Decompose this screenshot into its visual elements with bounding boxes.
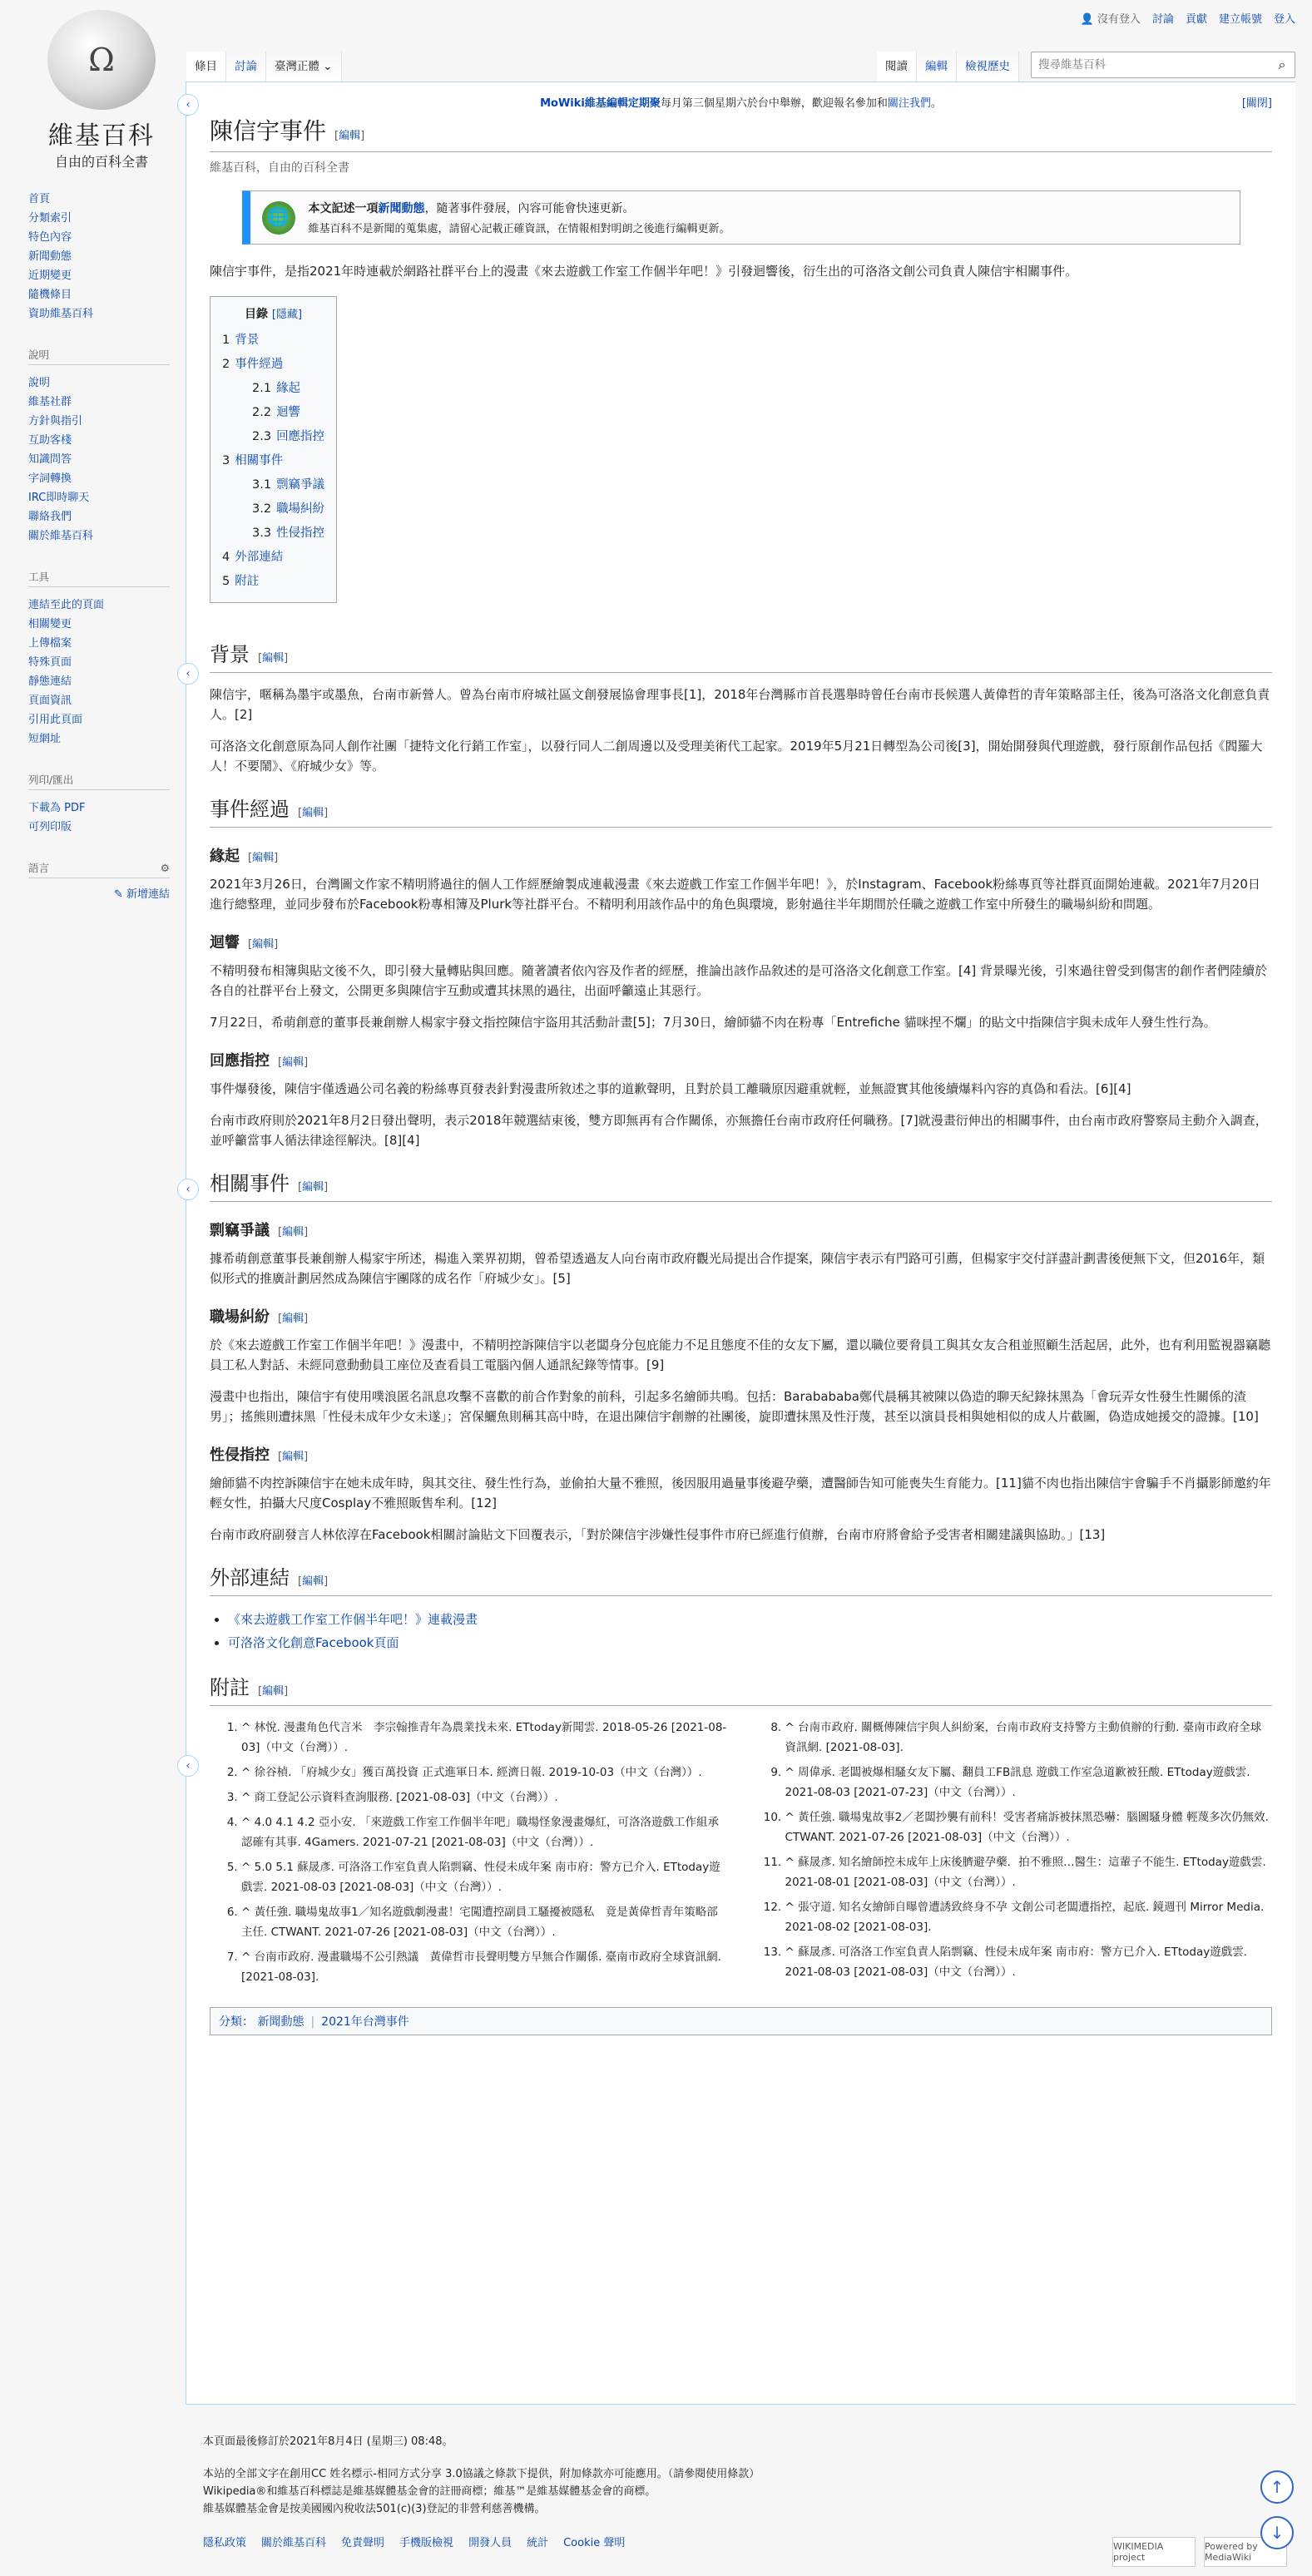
sidebar-item-upload[interactable]: 上傳檔案 xyxy=(28,637,72,650)
login-link[interactable]: 登入 xyxy=(1273,13,1295,26)
reference-item: 5. ^ 5.0 5.1 蘇晟彥. 可洛洛工作室負責人陷剽竊、性侵未成年案 南市府：警方已介入. ETtoday遊戲雲. 2021-08-03 [2021-08-03]（中文（台灣））. xyxy=(241,1857,729,1897)
footer-badges xyxy=(1112,2537,1287,2567)
footer-link-mobile[interactable]: 手機版檢視 xyxy=(399,2537,454,2549)
sidebar-heading-help: 說明 xyxy=(28,347,170,365)
reference-item: 10. ^ 黃任強. 職場鬼故事2／老闆抄襲有前科！受害者痛訴被抹黑恐嚇：腦圖騷身體 輕蔑多次仍無效. CTWANT. 2021-07-26 [2021-08-03]（中文（台灣））. xyxy=(785,1807,1273,1847)
sidebar-item-pdf[interactable]: 下載為 PDF xyxy=(28,802,86,814)
paragraph: 2021年3月26日，台灣圖文作家不精明將過往的個人工作經歷繪製成連載漫畫《來去遊戲工作室工作個半年吧！》，於Instagram、Facebook粉絲專頁等社群頁面開始連載。2021年7月20日進行總整理，並同步發布於Facebook粉專相簿及Plurk等社群平台。不精明利用該作品中的角色與環境，影射過往半年期間於任職之遊戲工作室中所發生的職場糾紛和問題。 xyxy=(210,877,1260,912)
personal-tools xyxy=(1081,10,1295,26)
scroll-up-icon[interactable]: ↑ xyxy=(1260,2470,1294,2504)
reference-item: 7. ^ 台南市政府. 漫畫職場不公引熱議 黃偉哲市長聲明雙方早無合作關係. 臺南市政府全球資訊網. [2021-08-03]. xyxy=(241,1947,729,1987)
footer-nonprofit: 維基媒體基金會是按美國國內稅收法501(c)(3)登記的非營利慈善機構。 xyxy=(203,2503,546,2515)
reference-item: 13. ^ 蘇晟彥. 可洛洛工作室負責人陷剽竊、性侵未成年案 南市府：警方已介入. ETtoday遊戲雲. 2021-08-03 [2021-08-03]（中文（台灣））. xyxy=(785,1942,1273,1982)
paragraph: 據希萌創意董事長兼創辦人楊家宇所述，楊進入業界初期，曾希望透過友人向台南市政府觀光局提出合作提案，陳信宇表示有門路可引薦，但楊家宇交付詳盡計劃書後便無下文，但2016年，類似形式的推廣計劃居然成為陳信宇團隊的成名作「府城少女」。[5] xyxy=(210,1251,1265,1286)
footer-link-disclaimer[interactable]: 免責聲明 xyxy=(341,2537,385,2549)
footer-link-developers[interactable]: 開發人員 xyxy=(468,2537,512,2549)
sidebar-item-categories[interactable]: 分類索引 xyxy=(28,212,72,225)
talk-link[interactable]: 討論 xyxy=(1151,13,1174,26)
sidebar-item-whatlinkshere[interactable]: 連結至此的頁面 xyxy=(28,599,105,611)
search-icon[interactable]: ⌕ xyxy=(1278,57,1286,72)
section-edit-link[interactable]: [ 編輯 ] xyxy=(298,1575,328,1588)
sidebar-item-irc[interactable]: IRC即時聊天 xyxy=(28,492,90,504)
subsection-heading-workplace: 職場糾紛[ 編輯 ] xyxy=(210,1305,1272,1327)
tab-article[interactable]: 條目 xyxy=(186,52,226,82)
contributions-link[interactable]: 貢獻 xyxy=(1185,13,1207,26)
section-heading-background: 背景[ 編輯 ] xyxy=(210,638,1272,673)
toc-title: 目錄 xyxy=(245,308,269,321)
paragraph: 台南市政府則於2021年8月2日發出聲明，表示2018年競選結束後，雙方即無再有合作關係，亦無擔任台南市政府任何職務。[7]就漫畫衍伸出的相關事件，由台南市政府警察局主動介入調查，並呼籲當事人循法律途徑解決。[8][4] xyxy=(210,1113,1268,1148)
sidebar xyxy=(28,190,170,927)
sidebar-item-random[interactable]: 隨機條目 xyxy=(28,289,72,301)
sidebar-item-cite[interactable]: 引用此頁面 xyxy=(28,714,83,726)
lead-paragraph: 陳信宇事件，是指2021年時連載於網路社群平台上的漫畫《來去遊戲工作室工作個半年吧！》引發迴響後，衍生出的可洛洛文創公司負責人陳信宇相關事件。 xyxy=(210,264,1078,279)
tab-history[interactable]: 檢視歷史 xyxy=(957,52,1019,82)
sidebar-collapse-icon[interactable]: ‹ xyxy=(177,1179,199,1200)
toc-item[interactable]: 4 外部連結 xyxy=(222,551,284,564)
paragraph: 於《來去遊戲工作室工作個半年吧！》漫畫中，不精明控訴陳信宇以老闆身分包庇能力不足且態度不佳的女友下屬，還以職位要脅員工與其女友合租並照顧生活起居，此外，也有利用監視器竊聽員工私人對話、未經同意動動員工座位及查看員工電腦內個人通訊紀錄等情事。[9] xyxy=(210,1337,1271,1372)
section-edit-link[interactable]: [ 編輯 ] xyxy=(298,807,328,819)
footer-links xyxy=(203,2534,1268,2552)
wikimedia-badge[interactable]: WIKIMEDIA project xyxy=(1112,2537,1196,2567)
notice-bold-link[interactable]: MoWiki維基編輯定期聚 xyxy=(540,97,661,110)
sidebar-item-permalink[interactable]: 靜態連結 xyxy=(28,675,72,688)
news-globe-icon: 🌐 xyxy=(262,201,295,235)
sidebar-item-policy[interactable]: 方針與指引 xyxy=(28,415,83,428)
paragraph: 台南市政府副發言人林依淳在Facebook相關討論貼文下回覆表示，「對於陳信宇涉嫌性侵事件市府已經進行偵辦，台南市府將會給予受害者相關建議與協助。」[13] xyxy=(210,1527,1106,1542)
sidebar-collapse-icon[interactable]: ‹ xyxy=(177,94,199,116)
gear-icon[interactable]: ⚙ xyxy=(160,861,170,874)
footer-link-stats[interactable]: 統計 xyxy=(527,2537,549,2549)
section-edit-link[interactable]: [ 編輯 ] xyxy=(298,1181,328,1194)
pencil-icon: ✎ xyxy=(113,888,123,901)
not-logged-in: 👤 沒有登入 xyxy=(1080,13,1141,26)
ambox-news-link[interactable]: 新聞動態 xyxy=(378,202,425,215)
reference-item: 12. ^ 張守道. 知名女繪師自曝曾遭誘致終身不孕 文創公司老闆遭指控，起底. 鏡週刊 Mirror Media. 2021-08-02 [2021-08-03]. xyxy=(785,1897,1273,1937)
sidebar-print xyxy=(28,772,170,837)
reference-item: 8. ^ 台南市政府. 關概傳陳信宇與人糾紛案，台南市政府支持警方主動偵辦的行動. 臺南市政府全球資訊網. [2021-08-03]. xyxy=(785,1718,1273,1758)
sidebar-tools xyxy=(28,569,170,749)
footer-link-privacy[interactable]: 隱私政策 xyxy=(203,2537,247,2549)
search-input[interactable] xyxy=(1032,52,1270,77)
sidebar-item-printable[interactable]: 可列印版 xyxy=(28,821,72,833)
section-edit-link[interactable]: [ 編輯 ] xyxy=(278,1451,308,1463)
section-edit-link[interactable]: [ 編輯 ] xyxy=(278,1056,308,1069)
sidebar-languages xyxy=(28,860,170,903)
section-edit-link[interactable]: [ 編輯 ] xyxy=(278,1226,308,1239)
reference-item: 2. ^ 徐谷楨. 「府城少女」獲百萬投資 正式進軍日本. 經濟日報. 2019-10-03（中文（台灣））. xyxy=(241,1763,729,1782)
view-tabs xyxy=(877,48,1295,82)
category-link[interactable]: 2021年台灣事件 xyxy=(321,2015,409,2029)
chevron-down-icon: ⌄ xyxy=(323,60,333,73)
notice-close-button[interactable]: [關閉] xyxy=(1241,97,1272,110)
subsection-heading-response: 迴響[ 編輯 ] xyxy=(210,931,1272,952)
reference-item: 6. ^ 黃任強. 職場鬼故事1／知名遊戲劇漫畫！宅闖遭控副員工騷擾被隱私 竟是黃偉哲青年策略部主任. CTWANT. 2021-07-26 [2021-08-03]（中文（台灣））. xyxy=(241,1902,729,1942)
footer-link-about[interactable]: 關於維基百科 xyxy=(261,2537,327,2549)
sidebar-collapse-icon[interactable]: ‹ xyxy=(177,663,199,685)
site-notice: MoWiki維基編輯定期聚每月第三個星期六於台中舉辦，歡迎報名參加和關注我們。 [關閉] xyxy=(210,94,1272,110)
toc-item[interactable]: 2 事件經過 xyxy=(222,358,284,371)
footer-link-cookie[interactable]: Cookie 聲明 xyxy=(563,2537,626,2549)
section-edit-link[interactable]: [ 編輯 ] xyxy=(258,652,288,665)
current-event-notice: 🌐 本文記述一項新聞動態，隨著事件發展，內容可能會快速更新。 維基百科不是新聞的蒐集處，請留心記載正確資訊，在情報相對明朗之後進行編輯更新。 xyxy=(242,190,1240,245)
tab-read[interactable]: 閱讀 xyxy=(877,52,917,82)
reference-item: 3. ^ 商工登記公示資料查詢服務. [2021-08-03]（中文（台灣））. xyxy=(241,1787,729,1807)
main-content xyxy=(186,82,1295,2405)
section-edit-link[interactable]: [ 編輯 ] xyxy=(278,1313,308,1325)
toc-item[interactable]: 3.3 性侵指控 xyxy=(252,527,325,540)
sidebar-heading-languages: 語言 xyxy=(28,862,50,874)
toc-item[interactable]: 2.1 緣起 xyxy=(252,382,301,395)
sidebar-item-help[interactable]: 說明 xyxy=(28,377,51,389)
create-account-link[interactable]: 建立帳號 xyxy=(1218,13,1262,26)
logo-subtitle: 自由的百科全書 xyxy=(54,154,148,170)
sidebar-item-qa[interactable]: 知識問答 xyxy=(28,453,72,466)
paragraph: 漫畫中也指出，陳信宇有使用噗浪匿名訊息攻擊不喜歡的前合作對象的前科，引起多名繪師共鳴。包括：Barabababa鄭代晨稱其被陳以偽造的聊天紀錄抹黑為「會玩弄女性發生性關係的渣男」；搖熊則遭抹黑「性侵未成年少女未遂」；宮保鱺魚則稱其高中時，在退出陳信宇創辦的社團後，旋即遭抹黑及性汙蔑，甚至以演員長相與她相似的成人片截圖，偽造成她援交的證據。[10] xyxy=(210,1389,1259,1424)
subsection-heading-plagiarism: 剽竊爭議[ 編輯 ] xyxy=(210,1219,1272,1240)
toc-item[interactable]: 2.3 回應指控 xyxy=(252,430,325,443)
paragraph: 陳信宇，暱稱為墨宇或墨魚，台南市新營人。曾為台南市府城社區文創發展協會理事長[1]，2018年台灣縣市首長選舉時曾任台南市長候選人黃偉哲的青年策略部主任，後為可洛洛文化創意負責人。[2] xyxy=(210,687,1270,722)
tagline: 維基百科，自由的百科全書 xyxy=(210,161,349,175)
category-link[interactable]: 新聞動態 xyxy=(257,2015,304,2029)
sidebar-help xyxy=(28,347,170,546)
notice-follow-link[interactable]: 關注我們 xyxy=(887,97,931,110)
sidebar-item-news[interactable]: 新聞動態 xyxy=(28,250,72,263)
namespace-tabs xyxy=(186,52,342,82)
external-links xyxy=(210,1608,1272,1654)
external-link[interactable]: 《來去遊戲工作室工作個半年吧！》連載漫畫 xyxy=(228,1612,478,1627)
sidebar-item-main[interactable]: 首頁 xyxy=(28,193,51,205)
reference-item: 11. ^ 蘇晟彥. 知名繪師控未成年上床後臍避孕藥．拍不雅照…醫生：這輩子不能生. ETtoday遊戲雲. 2021-08-01 [2021-08-03]（中文（台灣））. xyxy=(785,1852,1273,1892)
mediawiki-badge[interactable]: Powered by MediaWiki xyxy=(1204,2537,1287,2567)
tab-talk[interactable]: 討論 xyxy=(226,52,266,82)
section-heading-related: 相關事件[ 編輯 ] xyxy=(210,1167,1272,1202)
toc-item[interactable]: 3.1 剽竊爭議 xyxy=(252,478,325,492)
footer xyxy=(203,2433,1268,2552)
tab-edit[interactable]: 編輯 xyxy=(917,52,957,82)
section-edit-link[interactable]: [ 編輯 ] xyxy=(248,852,278,864)
tab-variant[interactable]: 臺灣正體 ⌄ xyxy=(266,52,342,82)
toc-hide-toggle[interactable]: [隱藏] xyxy=(271,309,303,321)
add-links-link[interactable]: ✎ 新增連結 xyxy=(113,888,170,901)
section-heading-notes: 附註[ 編輯 ] xyxy=(210,1671,1272,1706)
external-link[interactable]: 可洛洛文化創意Facebook頁面 xyxy=(228,1635,399,1650)
sidebar-item-page-info[interactable]: 頁面資訊 xyxy=(28,695,72,707)
category-links: 分類： 新聞動態 | 2021年台灣事件 xyxy=(210,2007,1272,2035)
sidebar-item-conversion[interactable]: 字詞轉換 xyxy=(28,472,72,485)
toc-item[interactable]: 2.2 迴響 xyxy=(252,406,301,419)
section-edit-link[interactable]: [ 編輯 ] xyxy=(258,1685,288,1698)
sidebar-item-recent-changes[interactable]: 近期變更 xyxy=(28,269,72,282)
toc-item[interactable]: 5 附註 xyxy=(222,575,260,588)
page-title: 陳信宇事件[ 編輯 ] xyxy=(210,113,1272,152)
table-of-contents xyxy=(210,296,337,603)
reference-item: 1. ^ 林悅. 漫畫角色代言米 李宗翰推青年為農業找未來. ETtoday新聞雲. 2018-05-26 [2021-08-03]（中文（台灣））. xyxy=(241,1718,729,1758)
sidebar-item-related-changes[interactable]: 相關變更 xyxy=(28,618,72,630)
search-box xyxy=(1031,52,1295,78)
sidebar-heading-tools: 工具 xyxy=(28,569,170,587)
section-heading-external: 外部連結[ 編輯 ] xyxy=(210,1561,1272,1596)
paragraph: 不精明發布相簿與貼文後不久，即引發大量轉貼與回應。隨著讀者依內容及作者的經歷，推論出該作品敘述的是可洛洛文化創意工作室。[4] 背景曝光後，引來過往曾受到傷害的創作者們陸續於各自的社群平台上發文，公開更多與陳信宇互動或遭其抹黑的過往，出面呼籲遠止其惡行。 xyxy=(210,963,1268,998)
toc-item[interactable]: 3 相關事件 xyxy=(222,454,284,467)
sidebar-navigation xyxy=(28,190,170,324)
sidebar-item-about[interactable]: 關於維基百科 xyxy=(28,530,94,542)
sidebar-item-short-url[interactable]: 短網址 xyxy=(28,733,62,745)
sidebar-item-village-pump[interactable]: 互助客棧 xyxy=(28,434,72,447)
sidebar-item-community[interactable]: 維基社群 xyxy=(28,396,72,408)
scroll-down-icon[interactable]: ↓ xyxy=(1260,2516,1294,2549)
reference-item: 9. ^ 周偉承. 老闆被爆相騷女友下屬、翻員工FB訊息 遊戲工作室急道歉被狂酸. ETtoday遊戲雲. 2021-08-03 [2021-07-23]（中文（台灣））. xyxy=(785,1763,1273,1802)
section-edit-link[interactable]: [ 編輯 ] xyxy=(248,938,278,951)
category-label[interactable]: 分類 xyxy=(219,2015,242,2029)
footer-last-modified: 本頁面最後修訂於2021年8月4日 (星期三) 08:48。 xyxy=(203,2435,453,2448)
sidebar-item-donate[interactable]: 資助維基百科 xyxy=(28,308,94,320)
title-edit-link[interactable]: [ 編輯 ] xyxy=(334,130,364,142)
paragraph: 繪師貓不肉控訴陳信宇在她未成年時，與其交往、發生性行為，並偷拍大量不雅照，後因服用過量事後避孕藥，遭醫師告知可能喪失生育能力。[11]貓不肉也指出陳信宇會騙手不肖攝影師邀約年輕女性，拍攝大尺度Cosplay不雅照販售牟利。[12] xyxy=(210,1476,1271,1510)
wikipedia-globe-icon: Ω xyxy=(47,10,156,110)
site-logo[interactable] xyxy=(18,10,185,171)
paragraph: 事件爆發後，陳信宇僅透過公司名義的粉絲專頁發表針對漫畫所敘述之事的道歉聲明，且對於員工離職原因避重就輕，並無證實其他後續爆料內容的真偽和看法。[6][4] xyxy=(210,1081,1131,1096)
ambox-detail: 維基百科不是新聞的蒐集處，請留心記載正確資訊，在情報相對明朗之後進行編輯更新。 xyxy=(308,223,730,235)
subsection-heading-assault: 性侵指控[ 編輯 ] xyxy=(210,1443,1272,1465)
section-heading-events: 事件經過[ 編輯 ] xyxy=(210,793,1272,828)
toc-item[interactable]: 3.2 職場糾紛 xyxy=(252,502,325,516)
sidebar-item-special-pages[interactable]: 特殊頁面 xyxy=(28,656,72,669)
logo-title: 維基百科 xyxy=(48,121,155,151)
subsection-heading-reply: 回應指控[ 編輯 ] xyxy=(210,1049,1272,1070)
subsection-heading-origin: 緣起[ 編輯 ] xyxy=(210,844,1272,866)
toc-item[interactable]: 1 背景 xyxy=(222,334,260,347)
sidebar-collapse-icon[interactable]: ‹ xyxy=(177,1755,199,1777)
paragraph: 可洛洛文化創意原為同人創作社團「捷特文化行銷工作室」，以發行同人二創周邊以及受理美術代工起家。2019年5月21日轉型為公司後[3]，開始開發與代理遊戲，發行原創作品包括《閻羅大人！不要鬧》、《府城少女》等。 xyxy=(210,739,1263,774)
sidebar-heading-print: 列印/匯出 xyxy=(28,772,170,790)
footer-license: 本站的全部文字在創用CC 姓名標示-相同方式分享 3.0協議之條款下提供，附加條款亦可能應用。（請參閱使用條款） xyxy=(203,2468,760,2480)
footer-trademark: Wikipedia®和維基百科標誌是維基媒體基金會的註冊商標；維基™是維基媒體基金會的商標。 xyxy=(203,2485,656,2498)
sidebar-item-featured[interactable]: 特色內容 xyxy=(28,231,72,244)
sidebar-item-contact[interactable]: 聯絡我們 xyxy=(28,511,72,523)
reference-item: 4. ^ 4.0 4.1 4.2 亞小安. 「來遊戲工作室工作個半年吧」職場怪象漫畫爆紅，可洛洛遊戲工作組承認確有其事. 4Gamers. 2021-07-21 [2021-08-03]（中文（台灣））. xyxy=(241,1812,729,1852)
references xyxy=(210,1718,1272,1992)
paragraph: 7月22日，希萌創意的董事長兼創辦人楊家宇發文指控陳信宇盜用其活動計畫[5]；7月30日，繪師貓不肉在粉專「Entrefiche 貓咪捏不爛」的貼文中指陳信宇與未成年人發生性行為。 xyxy=(210,1015,1216,1030)
